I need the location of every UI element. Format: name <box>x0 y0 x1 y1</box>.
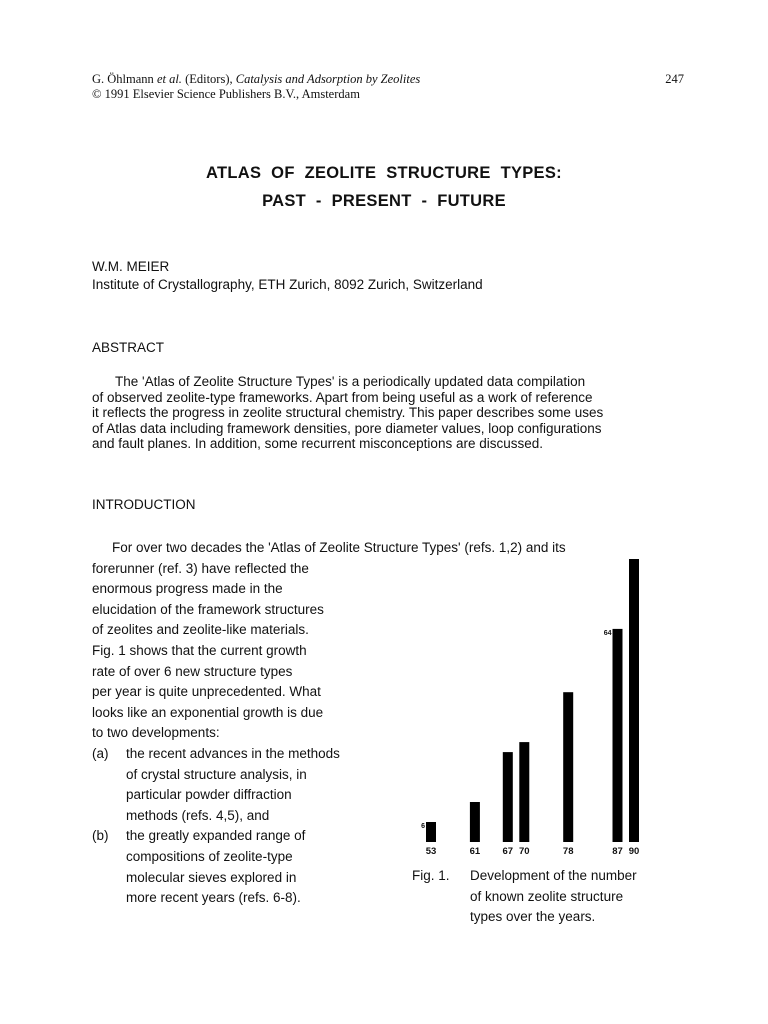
caption-line: of known zeolite structure <box>470 888 624 904</box>
chart-bar-61 <box>470 802 480 842</box>
running-header <box>92 72 692 102</box>
author-affiliation: Institute of Crystallography, ETH Zurich, 8092 Zurich, Switzerland <box>92 277 483 292</box>
intro-line: per year is quite unprecedented. What <box>92 684 321 700</box>
figure-label: Fig. 1. <box>412 868 450 883</box>
author-name: W.M. MEIER <box>92 259 170 274</box>
list-item-a-line: of crystal structure analysis, in <box>126 766 307 782</box>
citation-line <box>92 72 692 87</box>
abstract-heading: ABSTRACT <box>92 340 165 355</box>
page-number: 247 <box>665 72 684 86</box>
chart-bar-90 <box>629 559 639 842</box>
list-item-a-line: particular powder diffraction <box>126 787 292 803</box>
figure-caption <box>412 866 637 928</box>
chart-bar-78 <box>563 692 573 842</box>
intro-line: of zeolites and zeolite-like materials. <box>92 622 309 638</box>
chart-tick-label: 90 <box>628 846 640 857</box>
abstract-line: of Atlas data including framework densities, pore diameter values, loop configurations <box>92 420 602 436</box>
chart-tick-label: 61 <box>469 846 481 857</box>
intro-line: elucidation of the framework structures <box>92 601 324 617</box>
chart-tick-label: 87 <box>612 846 623 857</box>
chart-tick-label: 78 <box>562 846 574 857</box>
list-item-b-line: the greatly expanded range of <box>126 828 306 844</box>
chart-tick-label: 53 <box>425 846 437 857</box>
paper-title-line-1: ATLAS OF ZEOLITE STRUCTURE TYPES: <box>206 164 562 182</box>
caption-line: types over the years. <box>470 909 596 924</box>
citation-role: (Editors), <box>181 72 236 86</box>
abstract-line: and fault planes. In addition, some recurrent misconceptions are discussed. <box>92 436 543 451</box>
abstract-line: of observed zeolite-type frameworks. Apart from being useful as a work of reference <box>92 389 593 405</box>
intro-line: forerunner (ref. 3) have reflected the <box>92 560 309 576</box>
citation-et-al: et al. <box>156 72 182 86</box>
intro-line: rate of over 6 new structure types <box>92 663 293 679</box>
list-item-a <box>92 744 422 765</box>
chart-tick-label: 67 <box>502 846 514 857</box>
list-item-a-line: methods (refs. 4,5), and <box>126 807 270 823</box>
chart-bar-70 <box>519 742 529 842</box>
intro-line: to two developments: <box>92 725 220 741</box>
citation-editors: G. Öhlmann <box>92 72 157 86</box>
intro-line: looks like an exponential growth is due <box>92 704 324 720</box>
paper-title-line-2: PAST - PRESENT - FUTURE <box>262 192 506 210</box>
figure-1-bar-chart <box>400 550 660 860</box>
list-item-a-line: the recent advances in the methods <box>126 745 340 761</box>
caption-line: Development of the number <box>470 868 637 883</box>
chart-data-label: 64 <box>603 629 612 637</box>
chart-data-label: 6 <box>421 823 425 830</box>
list-marker-b: (b) <box>92 828 109 844</box>
intro-first-line: For over two decades the 'Atlas of Zeolite Structure Types' (refs. 1,2) and its <box>112 540 566 555</box>
chart-bar-67 <box>503 752 513 842</box>
intro-line: enormous progress made in the <box>92 581 283 597</box>
list-item-b-line: molecular sieves explored in <box>126 869 297 885</box>
abstract-line: The 'Atlas of Zeolite Structure Types' is a periodically updated data compilation <box>115 374 586 389</box>
citation-book-title: Catalysis and Adsorption by Zeolites <box>235 72 421 86</box>
chart-bar-87 <box>613 629 623 842</box>
list-item-b-line: compositions of zeolite-type <box>126 848 293 864</box>
introduction-heading: INTRODUCTION <box>92 497 196 512</box>
chart-bar-53 <box>426 822 436 842</box>
intro-line: Fig. 1 shows that the current growth <box>92 642 307 658</box>
abstract-line: it reflects the progress in zeolite structural chemistry. This paper describes some uses <box>92 405 604 420</box>
abstract-body <box>92 374 692 452</box>
copyright-line: © 1991 Elsevier Science Publishers B.V., Amsterdam <box>92 87 360 101</box>
list-marker-a: (a) <box>92 745 109 761</box>
list-item-b <box>92 826 422 847</box>
list-item-b-line: more recent years (refs. 6-8). <box>126 890 301 906</box>
chart-tick-label: 70 <box>519 846 530 857</box>
